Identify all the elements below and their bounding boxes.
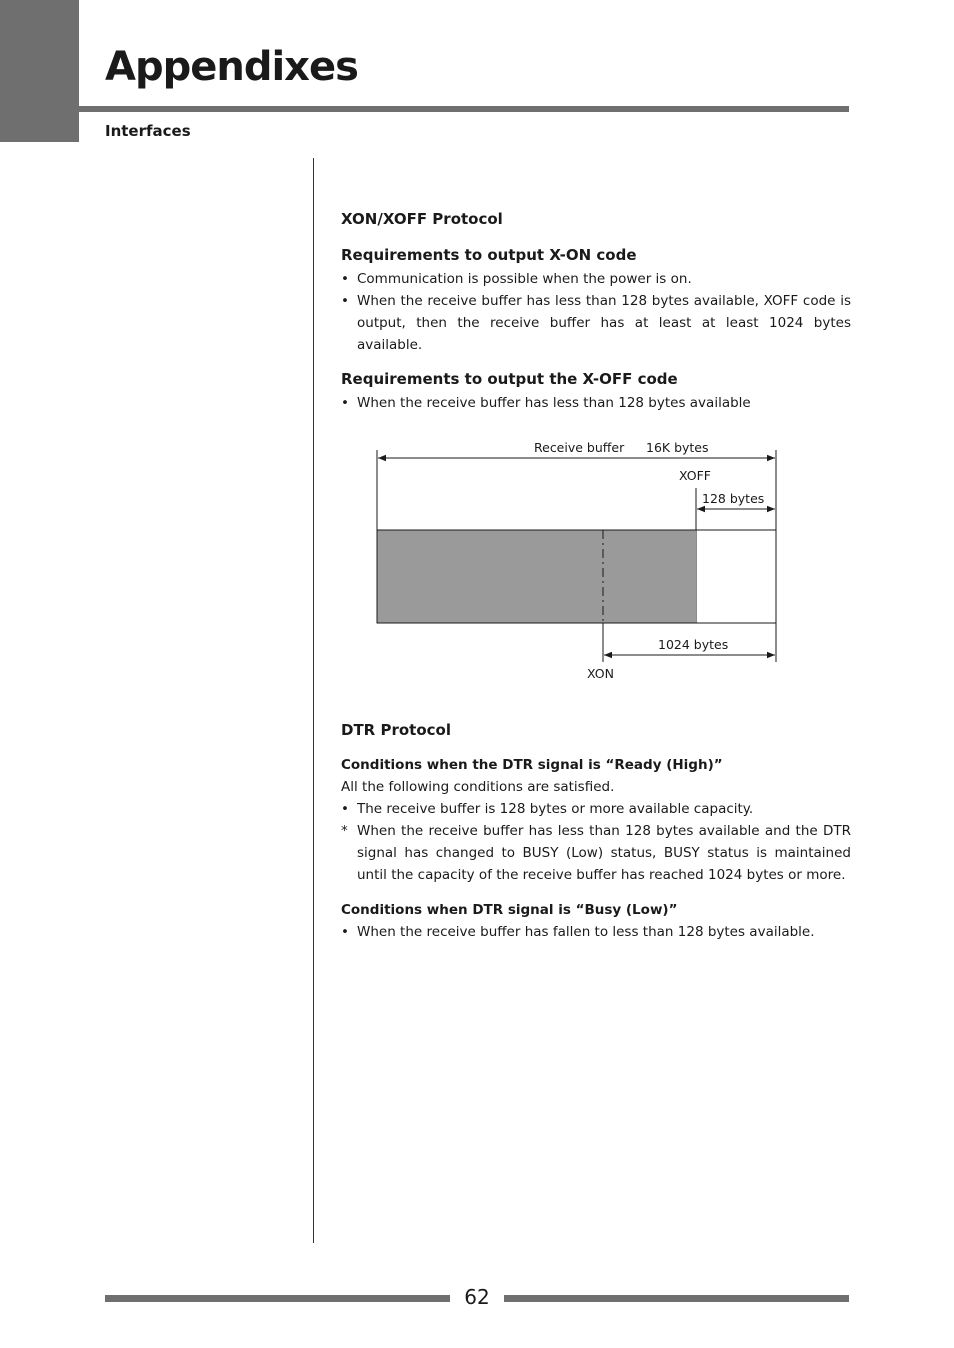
dtr-section: [341, 721, 851, 943]
list-item: • Communication is possible when the power is on.: [341, 268, 851, 290]
xon-size: 1024 bytes: [658, 637, 729, 652]
dtr-heading: DTR Protocol: [341, 721, 451, 739]
section-label: Interfaces: [105, 122, 191, 140]
bullet-marker: •: [341, 801, 349, 817]
list-item: • When the receive buffer has less than 128 bytes available: [341, 392, 851, 414]
bullet-marker: •: [341, 924, 349, 940]
chapter-tab: [0, 0, 79, 142]
dtr-busy-heading: Conditions when DTR signal is “Busy (Low)”: [341, 902, 678, 918]
buffer-diagram: [341, 430, 851, 690]
list-item: • When the receive buffer has fallen to less than 128 bytes available.: [341, 921, 851, 943]
xon-label: XON: [587, 666, 614, 681]
list-item: • The receive buffer is 128 bytes or more available capacity.: [341, 798, 851, 820]
receive-buffer-label: Receive buffer: [534, 440, 625, 455]
xon-xoff-section: [341, 210, 851, 414]
dtr-ready-intro: All the following conditions are satisfied.: [341, 779, 615, 795]
page-number: 62: [464, 1285, 490, 1309]
footer-rule-right: [504, 1295, 849, 1302]
used-buffer-area: [377, 530, 696, 623]
asterisk-marker: *: [341, 823, 348, 839]
xon-requirements-heading: Requirements to output X-ON code: [341, 246, 637, 264]
page-title: Appendixes: [105, 44, 358, 90]
column-divider: [313, 158, 314, 1243]
footer-rule-left: [105, 1295, 450, 1302]
dtr-ready-list: [341, 798, 851, 886]
dtr-ready-heading: Conditions when the DTR signal is “Ready (High)”: [341, 757, 723, 773]
bullet-marker: •: [341, 293, 349, 309]
xoff-requirements-heading: Requirements to output the X-OFF code: [341, 370, 678, 388]
dtr-busy-list: [341, 921, 851, 943]
xoff-size: 128 bytes: [702, 491, 765, 506]
bullet-marker: •: [341, 271, 349, 287]
xoff-requirements-list: [341, 392, 851, 414]
bullet-marker: •: [341, 395, 349, 411]
xon-requirements-list: [341, 268, 851, 356]
list-item: • When the receive buffer has less than 128 bytes available, XOFF code is output, then the receive buffer has at least at least 1024 bytes available.: [341, 290, 851, 356]
list-item: * When the receive buffer has less than 128 bytes available and the DTR signal has changed to BUSY (Low) status, BUSY status is maintained until the capacity of the receive buffer has reached 1024 bytes or more.: [341, 820, 851, 886]
xon-xoff-heading: XON/XOFF Protocol: [341, 210, 503, 228]
xoff-label: XOFF: [679, 468, 711, 483]
receive-buffer-size: 16K bytes: [646, 440, 709, 455]
title-rule: [79, 106, 849, 112]
